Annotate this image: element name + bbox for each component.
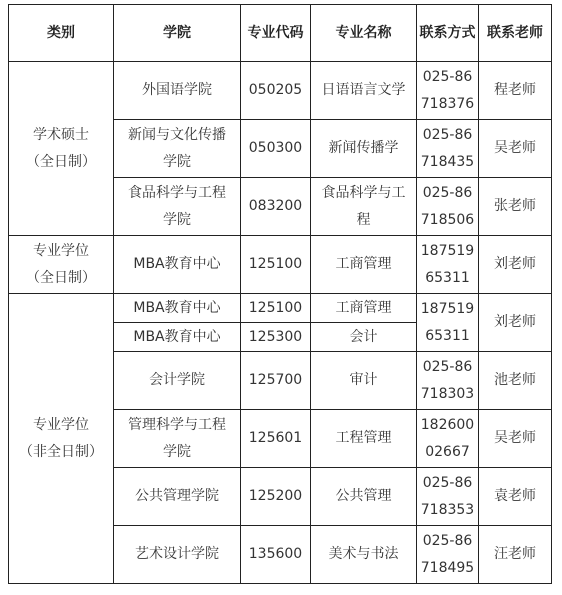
phone-cell: 025-86 718506 bbox=[417, 178, 479, 236]
header-major-code: 专业代码 bbox=[241, 5, 311, 62]
major-cell: 美术与书法 bbox=[311, 526, 417, 584]
teacher-cell: 汪老师 bbox=[479, 526, 552, 584]
code-cell: 050205 bbox=[241, 62, 311, 120]
college-cell: MBA教育中心 bbox=[114, 323, 241, 352]
college-cell: MBA教育中心 bbox=[114, 294, 241, 323]
major-cell: 食品科学与工 程 bbox=[311, 178, 417, 236]
enrollment-table-container bbox=[8, 4, 552, 584]
major-cell: 工程管理 bbox=[311, 410, 417, 468]
phone-cell: 187519 65311 bbox=[417, 236, 479, 294]
enrollment-table bbox=[8, 4, 552, 584]
college-cell: 会计学院 bbox=[114, 352, 241, 410]
major-cell: 日语语言文学 bbox=[311, 62, 417, 120]
phone-cell: 025-86 718353 bbox=[417, 468, 479, 526]
code-cell: 135600 bbox=[241, 526, 311, 584]
code-cell: 125601 bbox=[241, 410, 311, 468]
code-cell: 050300 bbox=[241, 120, 311, 178]
college-cell: 艺术设计学院 bbox=[114, 526, 241, 584]
college-cell: 外国语学院 bbox=[114, 62, 241, 120]
code-cell: 125100 bbox=[241, 294, 311, 323]
header-college: 学院 bbox=[114, 5, 241, 62]
teacher-cell: 刘老师 bbox=[479, 294, 552, 352]
teacher-cell: 张老师 bbox=[479, 178, 552, 236]
code-cell: 083200 bbox=[241, 178, 311, 236]
major-cell: 工商管理 bbox=[311, 294, 417, 323]
phone-cell: 025-86 718435 bbox=[417, 120, 479, 178]
teacher-cell: 程老师 bbox=[479, 62, 552, 120]
header-row bbox=[9, 5, 552, 62]
code-cell: 125200 bbox=[241, 468, 311, 526]
college-cell: 管理科学与工程 学院 bbox=[114, 410, 241, 468]
teacher-cell: 刘老师 bbox=[479, 236, 552, 294]
phone-cell: 025-86 718303 bbox=[417, 352, 479, 410]
college-cell: 新闻与文化传播 学院 bbox=[114, 120, 241, 178]
teacher-cell: 吴老师 bbox=[479, 410, 552, 468]
major-cell: 新闻传播学 bbox=[311, 120, 417, 178]
major-cell: 工商管理 bbox=[311, 236, 417, 294]
category-cell: 专业学位 （全日制） bbox=[9, 236, 114, 294]
header-teacher: 联系老师 bbox=[479, 5, 552, 62]
category-cell: 学术硕士 （全日制） bbox=[9, 62, 114, 236]
header-contact: 联系方式 bbox=[417, 5, 479, 62]
header-major-name: 专业名称 bbox=[311, 5, 417, 62]
code-cell: 125100 bbox=[241, 236, 311, 294]
table-row bbox=[9, 236, 552, 294]
table-row bbox=[9, 294, 552, 323]
major-cell: 审计 bbox=[311, 352, 417, 410]
code-cell: 125700 bbox=[241, 352, 311, 410]
college-cell: 公共管理学院 bbox=[114, 468, 241, 526]
phone-cell: 182600 02667 bbox=[417, 410, 479, 468]
teacher-cell: 吴老师 bbox=[479, 120, 552, 178]
phone-cell: 187519 65311 bbox=[417, 294, 479, 352]
code-cell: 125300 bbox=[241, 323, 311, 352]
college-cell: 食品科学与工程 学院 bbox=[114, 178, 241, 236]
teacher-cell: 池老师 bbox=[479, 352, 552, 410]
phone-cell: 025-86 718376 bbox=[417, 62, 479, 120]
category-cell: 专业学位 （非全日制） bbox=[9, 294, 114, 584]
table-row bbox=[9, 62, 552, 120]
teacher-cell: 袁老师 bbox=[479, 468, 552, 526]
phone-cell: 025-86 718495 bbox=[417, 526, 479, 584]
header-category: 类别 bbox=[9, 5, 114, 62]
college-cell: MBA教育中心 bbox=[114, 236, 241, 294]
major-cell: 会计 bbox=[311, 323, 417, 352]
major-cell: 公共管理 bbox=[311, 468, 417, 526]
